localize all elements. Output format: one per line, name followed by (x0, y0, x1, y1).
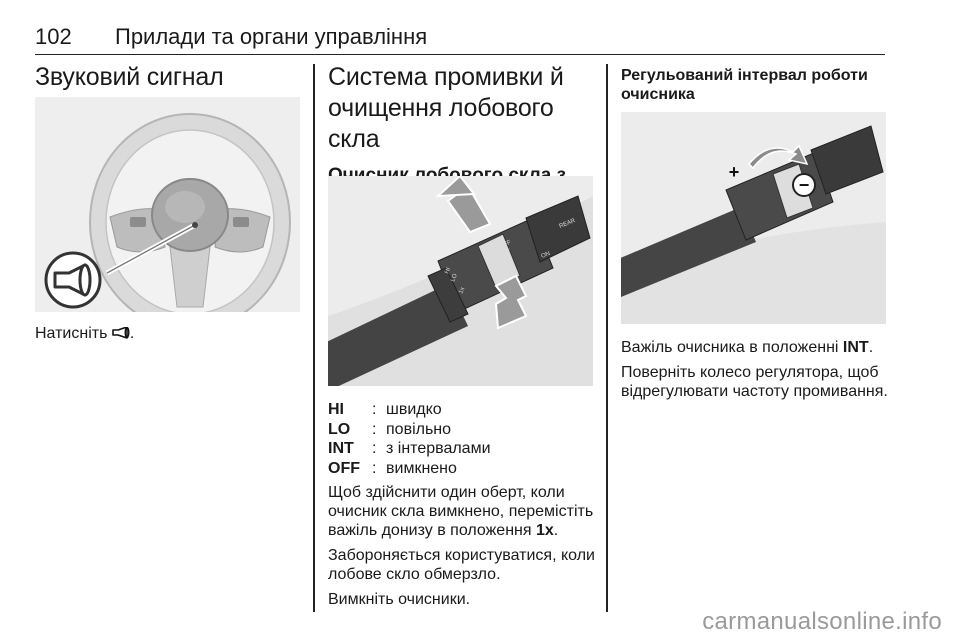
column-divider (606, 64, 608, 612)
definition-row (328, 439, 598, 459)
definition-separator: : (372, 420, 377, 438)
interval-wheel-figure (621, 112, 886, 324)
int-position-value: INT (842, 339, 869, 356)
lever-label-lo: LO (450, 273, 459, 283)
definition-term: OFF (328, 459, 360, 477)
section-heading-interval: Регульований інтервал роботи очисника (621, 67, 868, 103)
minus-sign: − (798, 175, 810, 195)
page-number: 102 (35, 24, 72, 49)
definition-term: HI (328, 401, 344, 418)
definition-separator: : (372, 440, 377, 457)
int-position-paragraph (621, 338, 891, 357)
watermark: carmanualsonline.info (702, 608, 942, 635)
wiper-positions-list (328, 400, 598, 478)
turn-off-paragraph: Вимкніть очисники. (328, 591, 471, 608)
definition-row (328, 420, 598, 440)
definition-separator: : (372, 401, 377, 418)
int-position-text: Важіль очисника в положенні (621, 339, 843, 356)
section-heading-wipers: Система промивки й очищення лобового скла (328, 63, 564, 153)
steering-wheel-illustration (35, 97, 300, 312)
definition-term: LO (328, 420, 351, 438)
definition-text: вимкнено (386, 459, 457, 477)
wiper-lever-figure (328, 176, 593, 386)
column-interval (621, 66, 886, 104)
running-title: Прилади та органи управління (115, 24, 428, 49)
interval-instructions (621, 338, 891, 401)
single-wipe-period: . (553, 522, 559, 539)
column-divider (313, 64, 315, 612)
lever-label-int: INT (500, 248, 512, 258)
definition-text: швидко (386, 401, 442, 418)
wiper-lever-illustration (328, 176, 593, 386)
single-wipe-text: Щоб здійснити один оберт, коли очисник скла вимкнено, перемістіть важіль донизу в положення (328, 484, 594, 539)
lever-label-1x: 1x (458, 286, 467, 295)
horn-instruction (35, 324, 300, 343)
definition-row (328, 459, 598, 479)
definition-separator: : (372, 459, 377, 477)
steering-wheel-figure (35, 97, 300, 312)
definition-row (328, 400, 598, 420)
wiper-instructions (328, 483, 598, 609)
section-heading-horn: Звуковий сигнал (35, 63, 224, 91)
definition-text: з інтервалами (386, 440, 491, 457)
lever-label-off: OFF (498, 239, 512, 250)
frozen-warning-paragraph: Забороняється користуватися, коли лобове скло обмерзло. (328, 547, 595, 583)
int-position-period: . (868, 339, 874, 356)
lever-label-rear: REAR (558, 218, 577, 230)
definition-text: повільно (386, 420, 452, 438)
definition-term: INT (328, 440, 354, 457)
horn-instruction-period: . (129, 325, 135, 342)
page-header (35, 18, 885, 55)
horn-instruction-text: Натисніть (35, 325, 112, 342)
single-wipe-position: 1x (535, 522, 554, 539)
plus-sign: + (728, 162, 740, 182)
adjust-wheel-paragraph: Поверніть колесо регулятора, щоб відрегулювати частоту промивання. (621, 364, 888, 400)
single-wipe-paragraph (328, 483, 598, 540)
lever-label-on: ON (540, 250, 552, 260)
interval-wheel-illustration (621, 112, 886, 324)
column-horn (35, 62, 300, 93)
lever-label-hi: HI (444, 266, 453, 275)
horn-icon (112, 327, 130, 339)
